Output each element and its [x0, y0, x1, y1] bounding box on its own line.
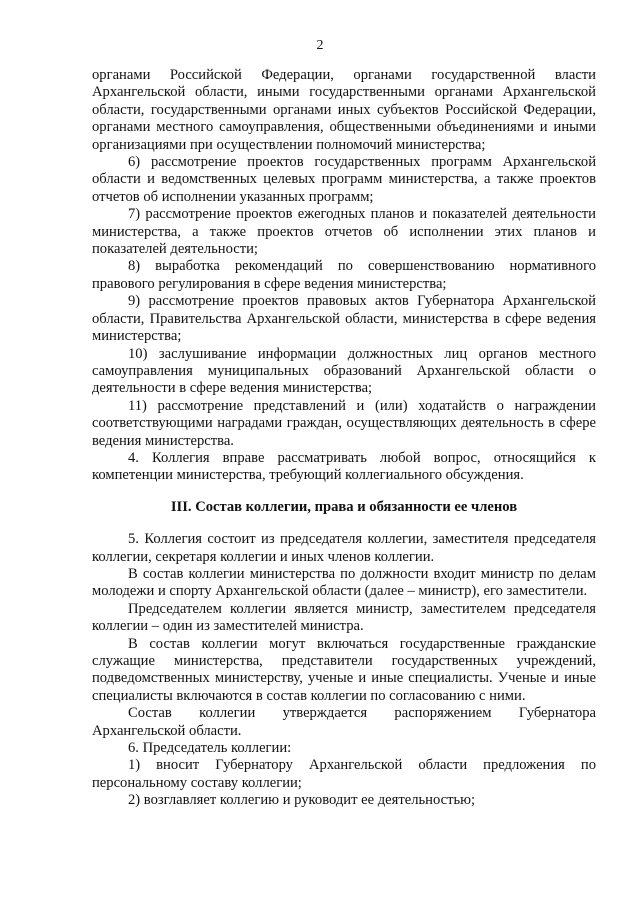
list-item: 8) выработка рекомендаций по совершенствованию нормативного правового регулирования в сфере ведения министерства;	[92, 258, 596, 292]
paragraph: органами Российской Федерации, органами государственной власти Архангельской области, иными государственными органами Архангельской области, государственными органами иных субъектов Российской Федерации, органами местного самоуправления, общественными объединениями и иными организациями при осуществлении полномочий министерства;	[92, 67, 596, 153]
paragraph: Председателем коллегии является министр, заместителем председателя коллегии – один из заместителей министра.	[92, 600, 596, 635]
list-item: 2) возглавляет коллегию и руководит ее деятельностью;	[128, 792, 476, 809]
paragraph: В состав коллегии министерства по должности входит министр по делам молодежи и спорту Архангельской области (далее – министр), его заместители.	[92, 565, 596, 600]
list-item: 9) рассмотрение проектов правовых актов Губернатора Архангельской области, Правительства Архангельской области, министерства в сфере ведения министерства;	[92, 293, 596, 345]
list-item: 11) рассмотрение представлений и (или) ходатайств о награждении соответствующими наградами граждан, осуществляющих деятельность в сфере ведения министерства.	[92, 397, 596, 449]
paragraph: В состав коллегии могут включаться государственные гражданские служащие министерства, представители государственных учреждений, подведомственных министерству, ученые и иные специалисты. Ученые и иные специалисты включаются в состав коллегии по согласованию с ними.	[92, 635, 596, 704]
page-number: 2	[316, 38, 324, 53]
paragraph: 4. Коллегия вправе рассматривать любой вопрос, относящийся к компетенции министерства, требующий коллегиального обсуждения.	[92, 449, 596, 484]
list-item: 6) рассмотрение проектов государственных программ Архангельской области и ведомственных целевых программ министерства, а также проектов отчетов об исполнении указанных программ;	[92, 154, 596, 205]
document-body	[92, 67, 596, 810]
section-heading: III. Состав коллегии, права и обязанности ее членов	[170, 498, 518, 515]
list-item: 1) вносит Губернатору Архангельской области предложения по персональному составу коллегии;	[92, 757, 596, 791]
paragraph: Состав коллегии утверждается распоряжением Губернатора Архангельской области.	[92, 705, 596, 739]
paragraph: 6. Председатель коллегии:	[128, 740, 292, 757]
list-item: 7) рассмотрение проектов ежегодных планов и показателей деятельности министерства, а также проектов отчетов об исполнении этих планов и показателей деятельности;	[92, 206, 596, 258]
list-item: 10) заслушивание информации должностных лиц органов местного самоуправления муниципальных образований Архангельской области о деятельности в сфере ведения министерства;	[92, 345, 596, 397]
paragraph: 5. Коллегия состоит из председателя коллегии, заместителя председателя коллегии, секретаря коллегии и иных членов коллегии.	[92, 531, 596, 565]
